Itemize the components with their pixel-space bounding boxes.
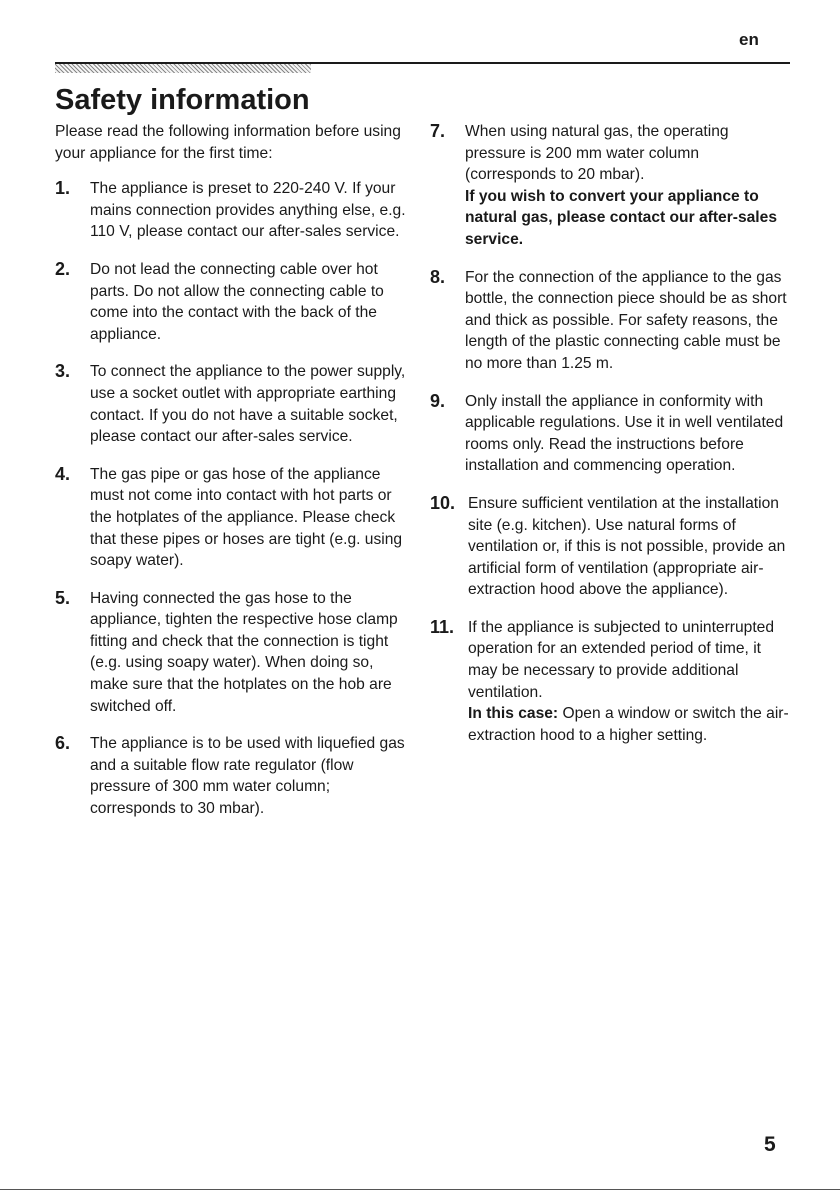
safety-item — [55, 588, 410, 718]
item-bold-text: If you wish to convert your appliance to natural gas, please contact our after-sales service. — [465, 187, 777, 248]
item-text: When using natural gas, the operating pressure is 200 mm water column (corresponds to 20 mbar). — [465, 123, 729, 184]
item-number: 2. — [55, 258, 71, 279]
intro-text: Please read the following information before using your appliance for the first time: — [55, 123, 401, 162]
right-column — [430, 121, 790, 762]
item-number: 9. — [430, 390, 446, 411]
item-text: The appliance is to be used with liquefied gas and a suitable flow rate regulator (flow pressure of 300 mm water column; corresponds to 30 mbar). — [90, 735, 405, 818]
safety-item — [55, 361, 410, 447]
safety-item — [430, 391, 790, 477]
item-number: 11. — [430, 616, 455, 637]
safety-item — [55, 259, 410, 345]
safety-item — [430, 493, 790, 601]
item-text: The appliance is preset to 220-240 V. If your mains connection provides anything else, e.g. 110 V, please contact our after-sales service. — [90, 180, 406, 241]
safety-item — [55, 733, 410, 819]
safety-item — [430, 267, 790, 375]
item-text: Having connected the gas hose to the appliance, tighten the respective hose clamp fitting and check that the connection is tight (e.g. using soapy water). When doing so, make sure that the hotplates on the hob are switched off. — [90, 589, 398, 715]
item-number: 4. — [55, 463, 71, 484]
item-text: Do not lead the connecting cable over hot parts. Do not allow the connecting cable to come into the contact with the back of the appliance. — [90, 260, 384, 343]
header-rule — [55, 62, 790, 64]
left-column — [55, 121, 410, 836]
item-number: 7. — [430, 121, 446, 141]
item-number: 1. — [55, 178, 71, 199]
item-text: To connect the appliance to the power supply, use a socket outlet with appropriate earthing contact. If you do not have a suitable socket, please contact our after-sales service. — [90, 363, 406, 446]
item-bold-lead: In this case: — [468, 705, 559, 723]
page-title: Safety information — [55, 84, 310, 116]
item-text: Ensure sufficient ventilation at the installation site (e.g. kitchen). Use natural forms of ventilation or, if this is not possible, provide an artificial form of ventilation (appropriate air-extraction hood above the appliance). — [468, 494, 786, 599]
item-number: 10. — [430, 492, 456, 513]
page-number: 5 — [764, 1133, 776, 1156]
item-text: For the connection of the appliance to the gas bottle, the connection piece should be as short and thick as possible. For safety reasons, the length of the plastic connecting cable must be no more than 1.25 m. — [465, 268, 787, 372]
item-text: Only install the appliance in conformity with applicable regulations. Use it in well ventilated rooms only. Read the instructions before installation and commencing operation. — [465, 392, 784, 475]
language-code: en — [739, 30, 759, 49]
safety-item — [55, 464, 410, 572]
bottom-rule — [0, 1189, 840, 1190]
safety-item — [430, 121, 790, 251]
safety-item — [430, 617, 790, 747]
item-tail-text: Open a window or switch the air-extraction hood to a higher setting. — [468, 705, 789, 744]
safety-item — [55, 178, 410, 243]
item-text: The gas pipe or gas hose of the appliance must not come into contact with hot parts or the hotplates of the appliance. Please check that these pipes or hoses are tight (e.g. using soapy water). — [90, 465, 403, 570]
item-number: 3. — [55, 361, 71, 382]
item-number: 5. — [55, 587, 71, 608]
item-text: If the appliance is subjected to uninterrupted operation for an extended period of time, it may be necessary to provide additional ventilation. — [468, 618, 775, 701]
item-number: 6. — [55, 733, 71, 754]
item-number: 8. — [430, 266, 446, 287]
